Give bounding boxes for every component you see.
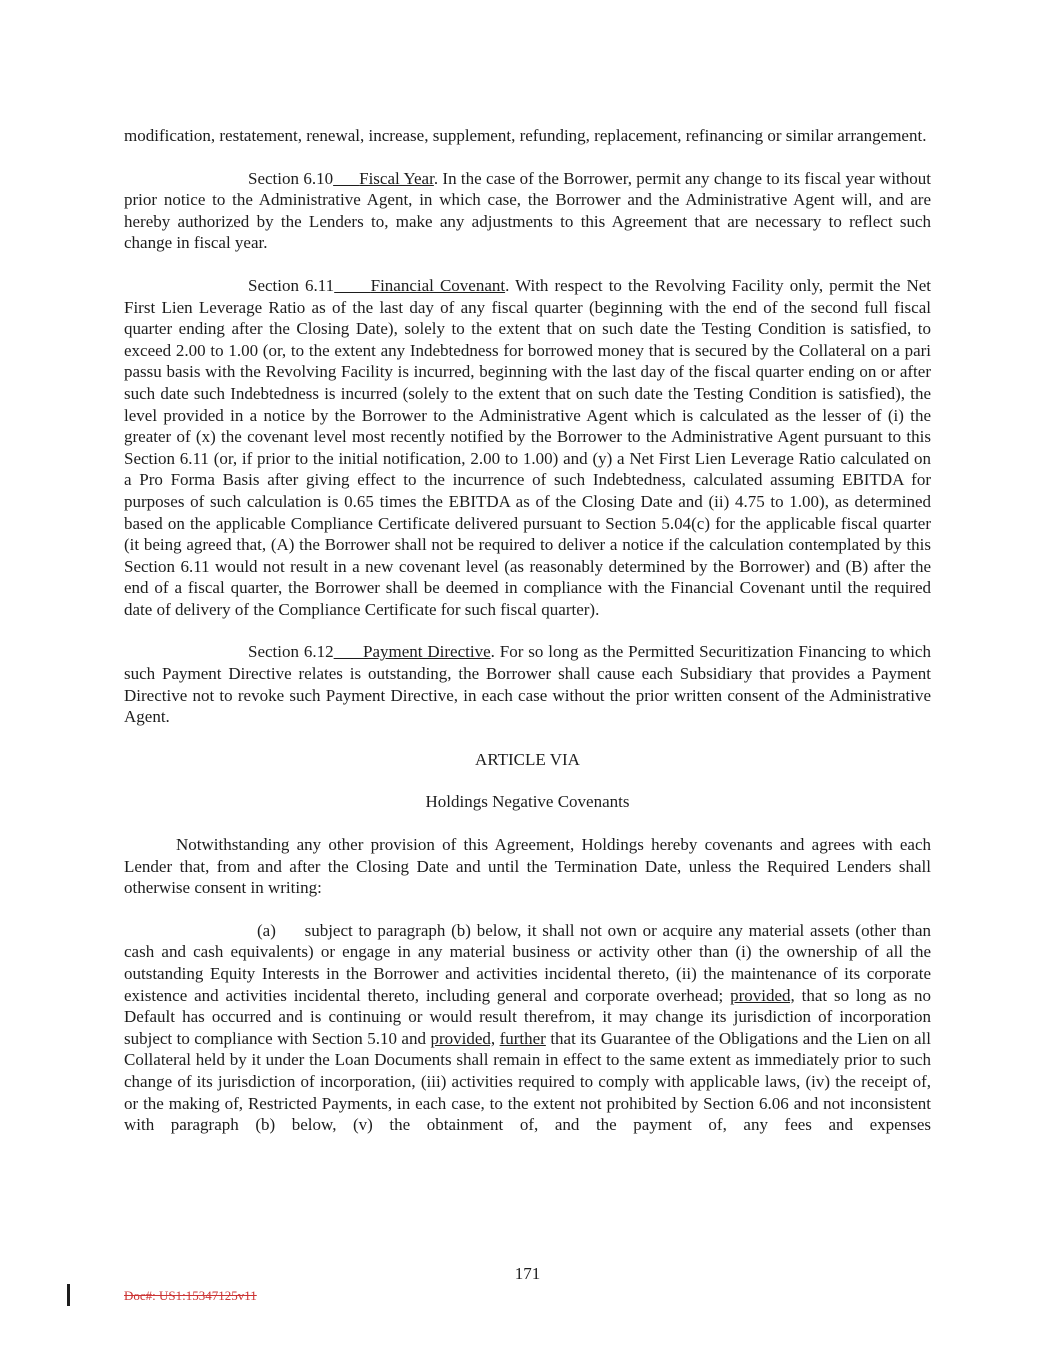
section-6-12-label: Section 6.12 bbox=[248, 642, 334, 662]
article-heading: ARTICLE VIA bbox=[475, 749, 580, 769]
clause-a-tab bbox=[276, 921, 305, 940]
article-subheading: Holdings Negative Covenants bbox=[425, 792, 630, 812]
section-6-10-body: . In the case of the Borrower, permit any change to its fiscal year without prior notice to the Administrative Agent, in which case, the Borrower and the Administrative Agent will, and are hereby authorized by the Lenders to, make any adjustments to this Agreement that are necessary to reflect such change in fiscal year. bbox=[124, 168, 932, 253]
section-6-10-title: Fiscal Year bbox=[359, 168, 434, 188]
clause-a-body: subject to paragraph (b) below, it shall not own or acquire any material assets (other than cash and cash equivalents) or engage in any material business or activity other than (i) the ownership of all the outstanding Equity Interests in the Borrower and activities incidental thereto, (ii) the maintenance of its corporate existence and activities incidental thereto, including general and corporate overhead; provided, that so long as no Default has occurred and is continuing or would result therefrom, it may change its jurisdiction of incorporation subject to compliance with Section 5.10 and provided, further that its Guarantee of the Obligations and the Lien on all Collateral held by it under the Loan Documents shall remain in effect to the same extent as immediately prior to such change of its jurisdiction of incorporation, (iii) activities required to comply with applicable laws, (iv) the receipt of, or the making of, Restricted Payments, in each case, to the extent not prohibited by Section 6.06 and not inconsistent with paragraph (b) below, (v) the obtainment of, and the payment of, any fees and expenses bbox=[124, 920, 932, 1135]
section-6-12-body: . For so long as the Permitted Securitization Financing to which such Payment Directive relates is outstanding, the Borrower shall cause each Subsidiary that provides a Payment Directive not to revoke such Payment Directive, in each case without the prior written consent of the Administrative Agent. bbox=[124, 642, 931, 727]
page-body bbox=[124, 125, 931, 1157]
tab-underline bbox=[334, 276, 370, 295]
continuation-paragraph: modification, restatement, renewal, increase, supplement, refunding, replacement, refinancing or similar arrangement. bbox=[124, 126, 927, 145]
tab-underline bbox=[334, 642, 363, 661]
section-6-11-paragraph bbox=[124, 275, 931, 621]
section-6-12-paragraph bbox=[124, 641, 931, 727]
section-6-10-label: Section 6.10 bbox=[248, 168, 334, 188]
page-number: 171 bbox=[514, 1264, 541, 1283]
section-6-11-body: . With respect to the Revolving Facility only, permit the Net First Lien Leverage Ratio as of the last day of any fiscal quarter (beginning with the end of the second full fiscal quarter ending after the Closing Date), solely to the extent that on such date the Testing Condition is satisfied, to exceed 2.00 to 1.00 (or, to the extent any Indebtedness for borrowed money that is secured by the Collateral on a pari passu basis with the Revolving Facility is incurred, beginning with the last day of the fiscal quarter ending on or after such date such Indebtedness is incurred (solely to the extent that on such date the Testing Condition is satisfied), the level provided in a notice by the Borrower to the Administrative Agent which is calculated as the lesser of (i) the greater of (x) the covenant level most recently notified by the Borrower to the Administrative Agent pursuant to this Section 6.11 (or, if prior to the initial notification, 2.00 to 1.00) and (y) a Net First Lien Leverage Ratio calculated on a Pro Forma Basis after giving effect to the incurrence of such Indebtedness, calculated assuming EBITDA for purposes of such calculation is 0.65 times the EBITDA as of the Closing Date and (ii) 4.75 to 1.00), as determined based on the applicable Compliance Certificate delivered pursuant to Section 5.04(c) for the applicable fiscal quarter (it being agreed that, (A) the Borrower shall not be required to deliver a notice if the calculation contemplated by this Section 6.11 would not result in a new covenant level (as reasonably determined by the Borrower) and (B) after the end of a fiscal quarter, the Borrower shall be deemed in compliance with the Financial Covenant until the required date of delivery of the Compliance Certificate for such fiscal quarter). bbox=[124, 275, 931, 619]
section-6-11-title: Financial Covenant bbox=[370, 275, 506, 295]
clause-a-label: (a) bbox=[257, 920, 276, 940]
clause-a-paragraph bbox=[124, 920, 931, 1136]
change-bar-icon bbox=[67, 1284, 70, 1306]
tab-underline bbox=[333, 169, 359, 188]
section-6-12-title: Payment Directive bbox=[363, 642, 491, 662]
section-6-10-paragraph bbox=[124, 168, 931, 254]
footer-doc-id: Doc#: US1:15347125v11 bbox=[124, 1288, 257, 1303]
notwithstanding-paragraph: Notwithstanding any other provision of this Agreement, Holdings hereby covenants and agrees with each Lender that, from and after the Closing Date and until the Termination Date, unless the Required Lenders shall otherwise consent in writing: bbox=[124, 835, 931, 898]
section-6-11-label: Section 6.11 bbox=[248, 275, 335, 295]
